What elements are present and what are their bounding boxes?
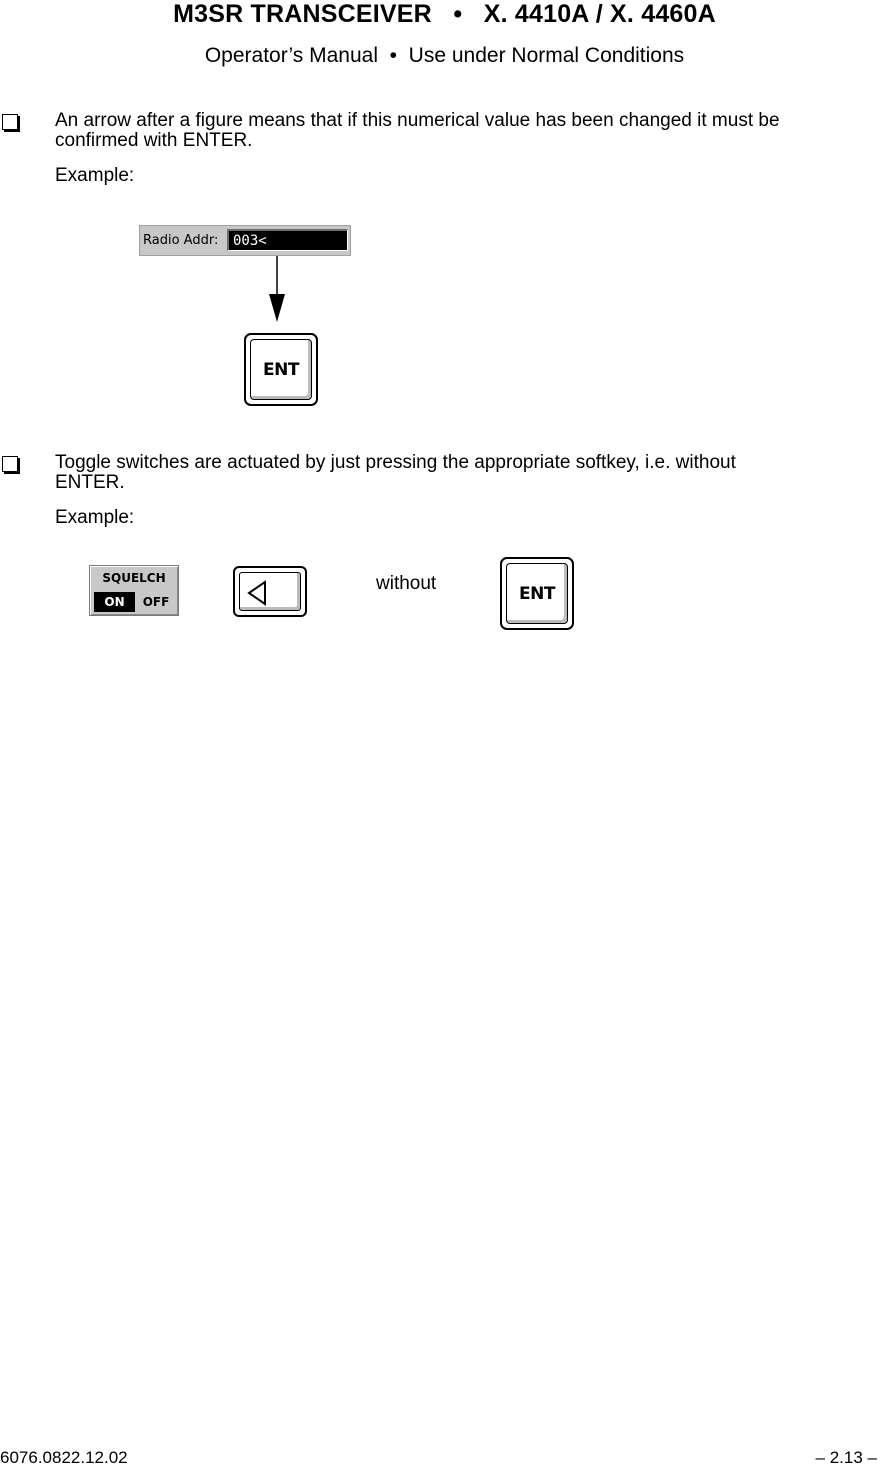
radio-address-value: 003<: [233, 233, 267, 249]
squelch-title: SQUELCH: [102, 571, 166, 585]
down-arrow-icon: [266, 256, 288, 324]
squelch-softkey[interactable]: [89, 565, 179, 616]
enter-key-label: ENT: [263, 359, 299, 380]
section-1-example-label: Example:: [55, 165, 135, 186]
section-2-text: [55, 453, 885, 493]
enter-key-button[interactable]: [244, 333, 318, 406]
enter-key-face: [250, 339, 312, 400]
section-2-line-2: ENTER.: [55, 472, 125, 493]
section-2-example-label: Example:: [55, 507, 135, 528]
page-number: – 2.13 –: [815, 1448, 877, 1467]
softkey-button[interactable]: [233, 566, 307, 617]
enter-key-label: ENT: [519, 583, 555, 604]
enter-key-button[interactable]: [500, 557, 574, 630]
page-title: M3SR TRANSCEIVER • X. 4410A / X. 4460A: [173, 0, 716, 28]
softkey-face: [239, 572, 301, 611]
radio-address-panel: [139, 225, 351, 256]
squelch-off-state: OFF: [142, 595, 170, 609]
checkbox-bullet-icon: [2, 456, 18, 472]
section-1-text: [55, 111, 885, 151]
checkbox-bullet-icon: [2, 114, 18, 130]
section-1-line-1: An arrow after a figure means that if this numerical value has been changed it must be: [55, 110, 780, 131]
radio-address-label: Radio Addr:: [143, 233, 219, 248]
page-subtitle: Operator’s Manual • Use under Normal Conditions: [204, 44, 685, 67]
section-2-line-1: Toggle switches are actuated by just pressing the appropriate softkey, i.e. without: [55, 452, 736, 473]
document-number: 6076.0822.12.02: [0, 1448, 128, 1467]
without-label: without: [376, 573, 437, 594]
triangle-left-icon: [246, 580, 268, 606]
section-1-line-2: confirmed with ENTER.: [55, 130, 253, 151]
radio-address-field[interactable]: [227, 229, 348, 251]
enter-key-face: [506, 563, 568, 624]
squelch-on-state: ON: [94, 592, 135, 612]
